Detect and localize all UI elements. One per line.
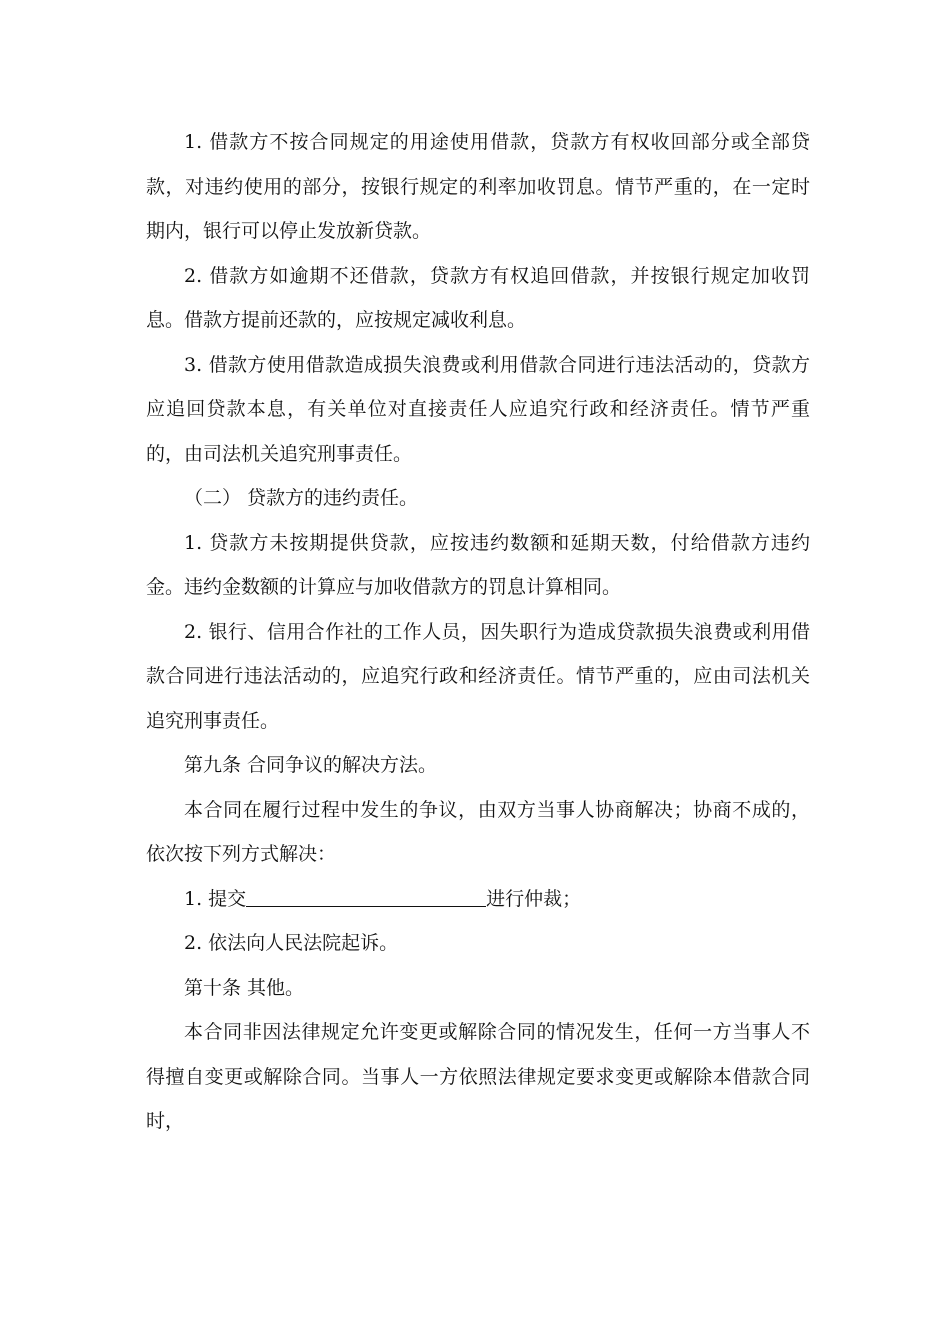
clause-borrower-illegal-use: 3. 借款方使用借款造成损失浪费或利用借款合同进行违法活动的，贷款方应追回贷款本息，有关单位对直接责任人应追究行政和经济责任。情节严重的，由司法机关追究刑事责任。 [146,353,810,465]
arbitration-suffix: 进行仲裁； [486,887,582,910]
clause-borrower-misuse: 1. 借款方不按合同规定的用途使用借款，贷款方有权收回部分或全部贷款，对违约使用的部分，按银行规定的利率加收罚息。情节严重的，在一定时期内，银行可以停止发放新贷款。 [146,131,810,242]
section-heading-lender-liability: （二） 贷款方的违约责任。 [184,487,419,509]
clause-no-unilateral-change: 本合同非因法律规定允许变更或解除合同的情况发生，任何一方当事人不得擅自变更或解除合同。当事人一方依照法律规定要求变更或解除本借款合同时， [146,1021,810,1132]
clause-borrower-overdue: 2. 借款方如逾期不还借款，贷款方有权追回借款，并按银行规定加收罚息。借款方提前还款的，应按规定减收利息。 [146,264,810,331]
clause-lender-late-loan: 1. 贷款方未按期提供贷款，应按违约数额和延期天数，付给借款方违约金。违约金数额的计算应与加收借款方的罚息计算相同。 [146,531,810,598]
arbitration-prefix: 1. 提交 [184,887,247,910]
document-body [146,120,810,1144]
dispute-resolution-intro: 本合同在履行过程中发生的争议，由双方当事人协商解决；协商不成的，依次按下列方式解决： [146,798,810,865]
arbitration-blank-line [246,888,486,907]
arbitration-clause [146,877,810,922]
article-nine-heading: 第九条 合同争议的解决方法。 [184,754,438,776]
clause-bank-staff-liability: 2. 银行、信用合作社的工作人员，因失职行为造成贷款损失浪费或利用借款合同进行违法活动的，应追究行政和经济责任。情节严重的，应由司法机关追究刑事责任。 [146,620,810,732]
litigation-clause: 2. 依法向人民法院起诉。 [184,932,399,954]
article-ten-heading: 第十条 其他。 [184,976,305,999]
